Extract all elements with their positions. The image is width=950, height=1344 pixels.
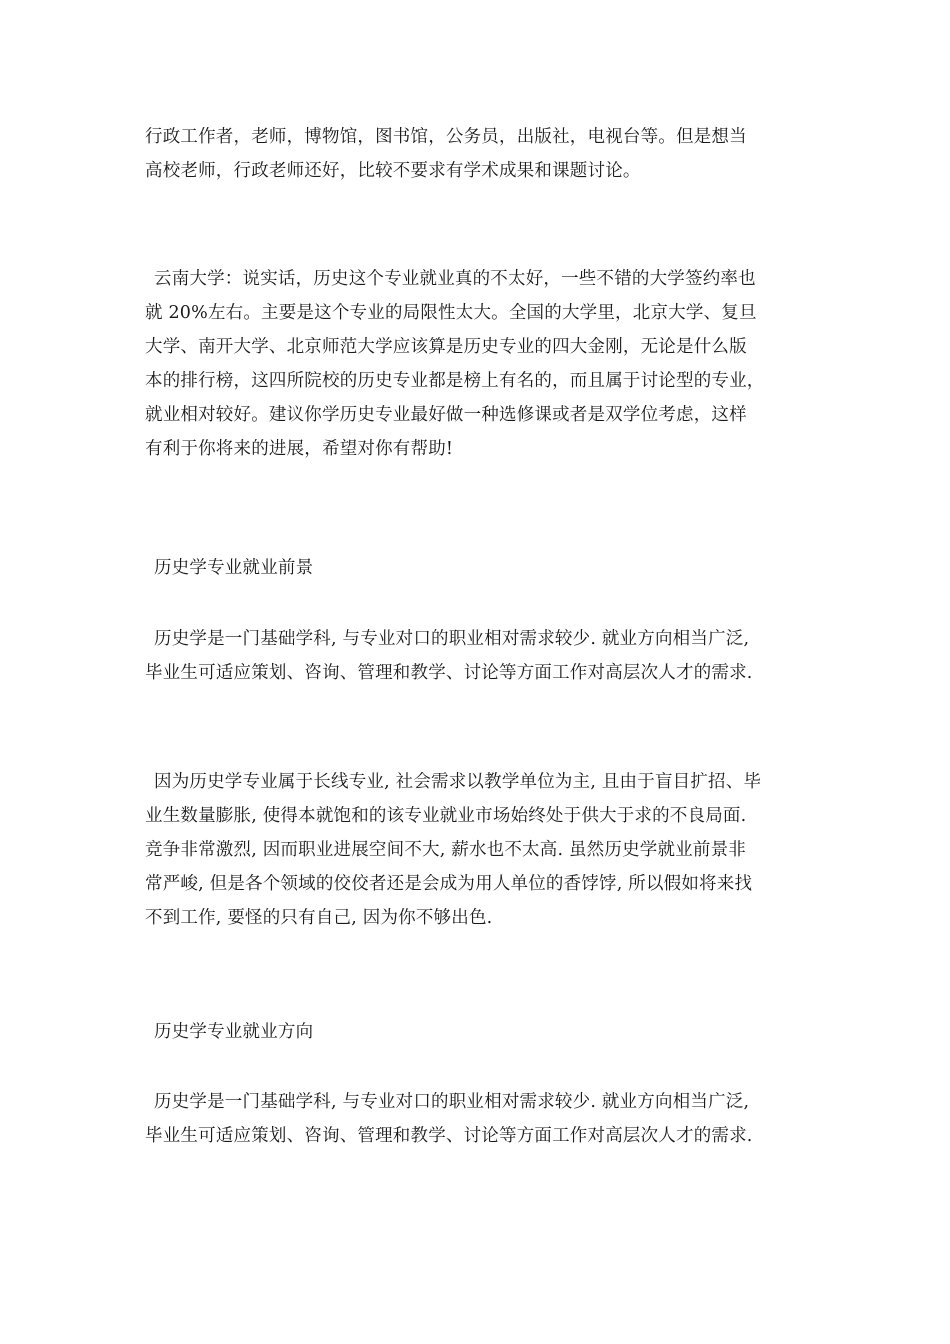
paragraph-line: 常严峻, 但是各个领域的佼佼者还是会成为用人单位的香饽饽, 所以假如将来找 [145, 874, 753, 894]
paragraph-prospects-intro [145, 622, 815, 690]
paragraph-line: 业生数量膨胀, 使得本就饱和的该专业就业市场始终处于供大于求的不良局面. [145, 806, 747, 826]
paragraph-line: 就业相对较好。建议你学历史专业最好做一种选修课或者是双学位考虑，这样 [145, 405, 747, 425]
paragraph-line: 竞争非常激烈, 因而职业进展空间不大, 薪水也不太高. 虽然历史学就业前景非 [145, 840, 746, 860]
paragraph-line: 历史学是一门基础学科, 与专业对口的职业相对需求较少. 就业方向相当广泛, [154, 1092, 750, 1112]
section-heading-prospects [145, 551, 815, 585]
section-heading: 历史学专业就业方向 [154, 1022, 314, 1042]
paragraph-line: 毕业生可适应策划、咨询、管理和教学、讨论等方面工作对高层次人才的需求. [145, 1126, 753, 1146]
section-heading: 历史学专业就业前景 [154, 558, 314, 578]
paragraph-line: 高校老师，行政老师还好，比较不要求有学术成果和课题讨论。 [145, 161, 641, 181]
paragraph-line: 云南大学：说实话，历史这个专业就业真的不太好，一些不错的大学签约率也 [154, 269, 756, 289]
paragraph-line: 大学、南开大学、北京师范大学应该算是历史专业的四大金刚，无论是什么版 [145, 337, 747, 357]
paragraph-1 [145, 120, 815, 188]
section-heading-directions [145, 1015, 815, 1049]
paragraph-prospects-detail [145, 765, 815, 935]
paragraph-line: 就 20%左右。主要是这个专业的局限性太大。全国的大学里，北京大学、复旦 [145, 303, 757, 323]
paragraph-line: 毕业生可适应策划、咨询、管理和教学、讨论等方面工作对高层次人才的需求. [145, 663, 753, 683]
paragraph-line: 有利于你将来的进展，希望对你有帮助! [145, 439, 454, 459]
paragraph-line: 因为历史学专业属于长线专业, 社会需求以教学单位为主, 且由于盲目扩招、毕 [154, 772, 762, 792]
paragraph-line: 行政工作者，老师，博物馆，图书馆，公务员，出版社，电视台等。但是想当 [145, 127, 747, 147]
paragraph-yunnan-university [145, 262, 815, 466]
paragraph-line: 历史学是一门基础学科, 与专业对口的职业相对需求较少. 就业方向相当广泛, [154, 629, 750, 649]
paragraph-line: 不到工作, 要怪的只有自己, 因为你不够出色. [145, 908, 493, 928]
paragraph-directions-intro [145, 1085, 815, 1153]
paragraph-line: 本的排行榜，这四所院校的历史专业都是榜上有名的，而且属于讨论型的专业， [145, 371, 765, 391]
